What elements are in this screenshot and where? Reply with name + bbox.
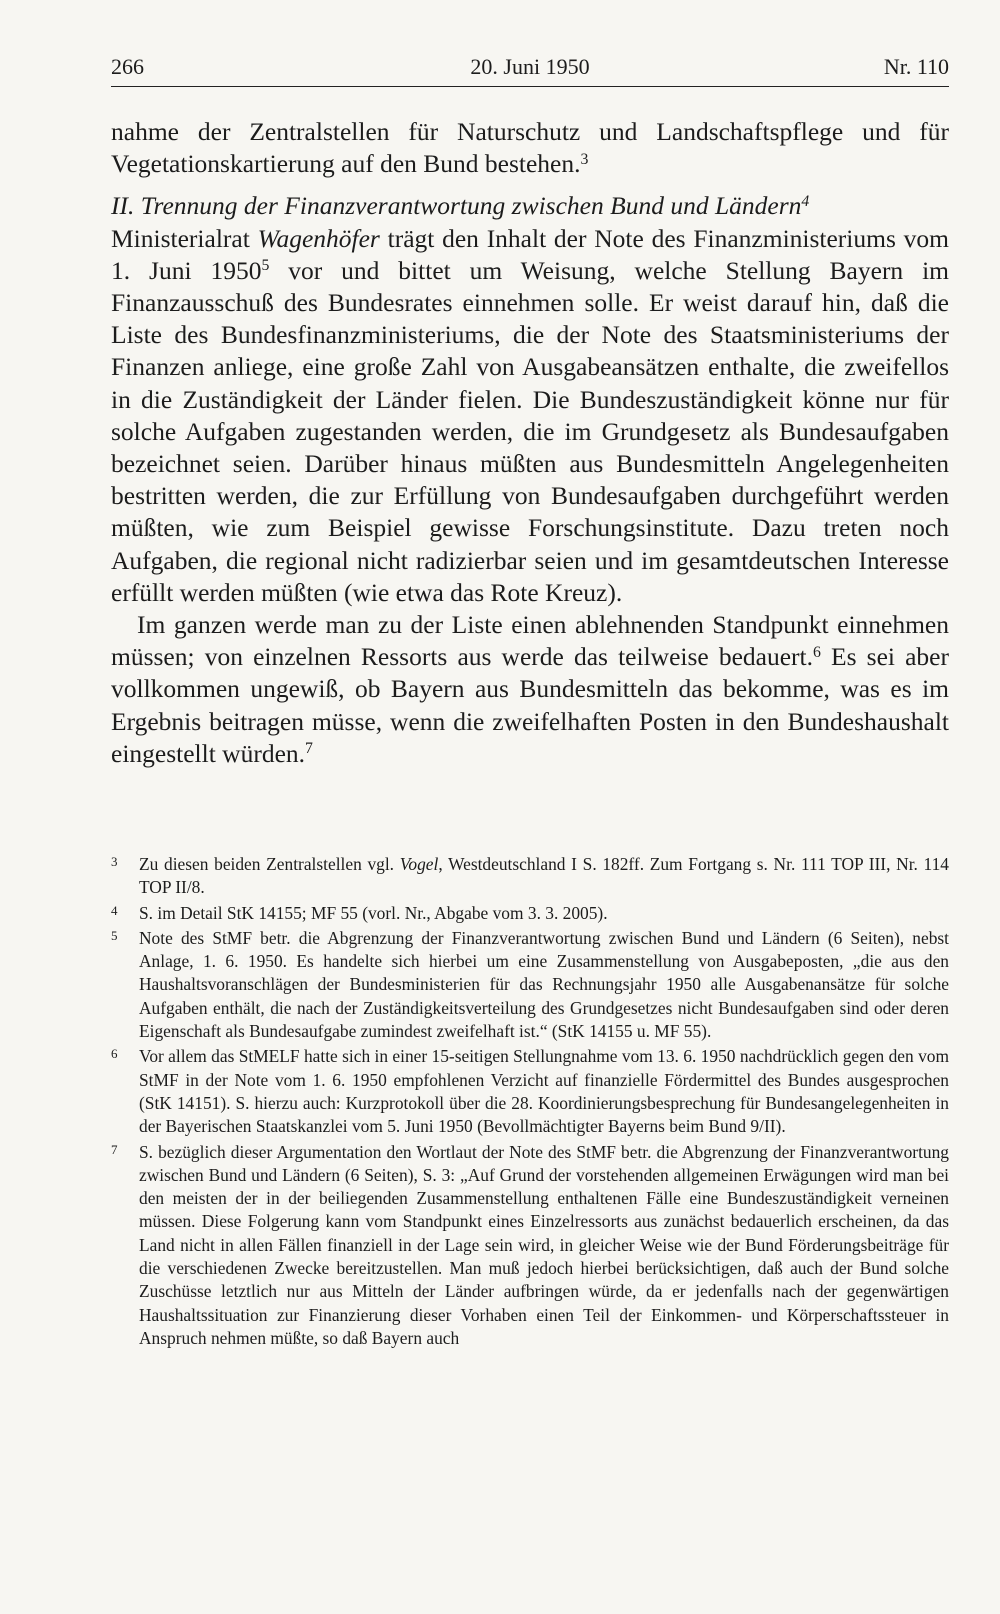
footnote (111, 927, 949, 1043)
footnote-number: 7 (111, 1141, 118, 1157)
paragraph-conclusion (111, 609, 949, 770)
paragraph-wagenhoefer (111, 223, 949, 609)
footnote-number: 6 (111, 1046, 118, 1062)
protocol-number: Nr. 110 (883, 54, 949, 79)
section-heading-text: II. Trennung der Finanzverantwortung zwischen Bund und Ländern (111, 191, 802, 221)
footnote-text: Note des StMF betr. die Abgrenzung der Finanzverantwortung zwischen Bund und Ländern (6 Seiten), nebst Anlage, 1. 6. 1950. Es handelte sich hierbei um eine Zusammenstellung von Ausgabeposten, „die aus den Haushaltsvoranschlägen der Bundesministerien für das Rechnungsjahr 1950 alle Ausgabenansätze für solche Aufgaben enthält, die nach der Zuständigkeitsverteilung des Grundgesetzes nicht Bundesaufgaben sind oder deren Eigenschaft als Bundesaufgabe zumindest zweifelhaft ist.“ (StK 14155 u. MF 55). (139, 927, 949, 1042)
footnote-ref: 6 (813, 643, 821, 661)
footnote-text: S. im Detail StK 14155; MF 55 (vorl. Nr., Abgabe vom 3. 3. 2005). (139, 902, 608, 923)
footnote-text: , Westdeutschland I S. 182ff. Zum Fortgang s. Nr. 111 TOP III, Nr. 114 TOP II/8. (139, 854, 949, 898)
header-rule (111, 86, 949, 87)
footnote-text: S. bezüglich dieser Argumentation den Wortlaut der Note des StMF betr. die Abgrenzung der Finanzverantwortung zwischen Bund und Ländern (6 Seiten), S. 3: „Auf Grund der vorstehenden allgemeinen Erwägungen wird man bei den meisten der in der beiliegenden Zusammenstellung enthaltenen Fälle eine Bundeszuständigkeit verneinen müssen. Diese Folgerung kann vom Standpunkt eines Einzelressorts aus zunächst bedauerlich erscheinen, da das Land nicht in allen Fällen finanziell in der Lage sein wird, in gleicher Weise wie der Bund Förderungsbeiträge für die verschiedenen Zwecke bereitzustellen. Man muß jedoch hierbei berücksichtigen, daß auch der Bund solche Zuschüsse letztlich nur aus Mitteln der Länder aufbringen würde, da er jedenfalls nach der gegenwärtigen Haushaltssituation zur Finanzierung dieser Vorhaben einen Teil der Einkommen- und Körperschaftssteuer in Anspruch nehmen müßte, so daß Bayern auch (139, 1141, 949, 1348)
footnotes (111, 853, 949, 1350)
footnote-number: 4 (111, 902, 118, 918)
page-number: 266 (111, 54, 144, 79)
paragraph-text: Im ganzen werde man zu der Liste einen ablehnenden Standpunkt einnehmen müssen; von einzelnen Ressorts aus werde das teilweise bedauert. (111, 610, 949, 672)
main-text (111, 116, 949, 770)
footnote (111, 1045, 949, 1138)
author-name: Vogel (399, 854, 439, 874)
paragraph-text: vor und bittet um Weisung, welche Stellung Bayern im Finanzausschuß des Bundesrates einnehmen solle. Er weist darauf hin, daß die Liste des Bundesfinanzministeriums, die der Note des Staatsministeriums der Finanzen anliege, eine große Zahl von Ausgabeansätzen enthalte, die zweifellos in die Zuständigkeit der Länder fielen. Die Bundeszuständigkeit könne nur für solche Aufgaben zugestanden werden, die im Grundgesetz als Bundesaufgaben bezeichnet seien. Darüber hinaus müßten aus Bundesmitteln Angelegenheiten bestritten werden, die zur Erfüllung von Bundesaufgaben durchgeführt werden müßten, wie zum Beispiel gewisse Forschungsinstitute. Dazu treten noch Aufgaben, die regional nicht radizierbar seien und im gesamtdeutschen Interesse erfüllt werden müßten (wie etwa das Rote Kreuz). (111, 255, 950, 607)
footnote-ref: 3 (580, 150, 589, 168)
footnote-text: Zu diesen beiden Zentralstellen vgl. (139, 854, 400, 874)
footnote-text: Vor allem das StMELF hatte sich in einer 15-seitigen Stellungnahme vom 13. 6. 1950 nachdrücklich gegen den vom StMF in der Note vom 1. 6. 1950 empfohlenen Verzicht auf finanzielle Fördermittel des Bundes ausgesprochen (StK 14151). S. hierzu auch: Kurzprotokoll über die 28. Koordinierungsbesprechung für Bundesangelegenheiten in der Bayerischen Staatskanzlei vom 5. Juni 1950 (Bevollmächtigter Bayerns beim Bund 9/II). (139, 1046, 949, 1137)
footnote (111, 902, 949, 925)
paragraph-text: nahme der Zentralstellen für Naturschutz und Landschaftspflege und für Vegetationskartierung auf den Bund bestehen. (111, 117, 949, 179)
footnote-ref: 5 (261, 257, 270, 275)
footnote-number: 3 (111, 854, 118, 869)
paragraph-continuation (111, 116, 949, 180)
paragraph-text: Es sei aber vollkommen ungewiß, ob Bayern aus Bundesmitteln das bekomme, was es im Ergebnis beitragen müsse, wenn die zweifelhaften Posten in den Bundeshaushalt eingestellt würden. (111, 642, 949, 768)
person-name: Wagenhöfer (257, 223, 380, 253)
footnote (111, 1141, 949, 1351)
footnote (111, 853, 949, 900)
footnote-ref: 7 (305, 740, 313, 758)
paragraph-text: trägt den Inhalt der Note des Finanzministeriums vom 1. Juni 1950 (111, 223, 949, 285)
paragraph-text: Ministerialrat (111, 223, 258, 253)
footnote-ref: 4 (801, 192, 810, 210)
footnote-number: 5 (111, 927, 118, 943)
section-heading (111, 190, 949, 222)
running-header (111, 52, 949, 86)
header-date: 20. Juni 1950 (470, 54, 590, 79)
